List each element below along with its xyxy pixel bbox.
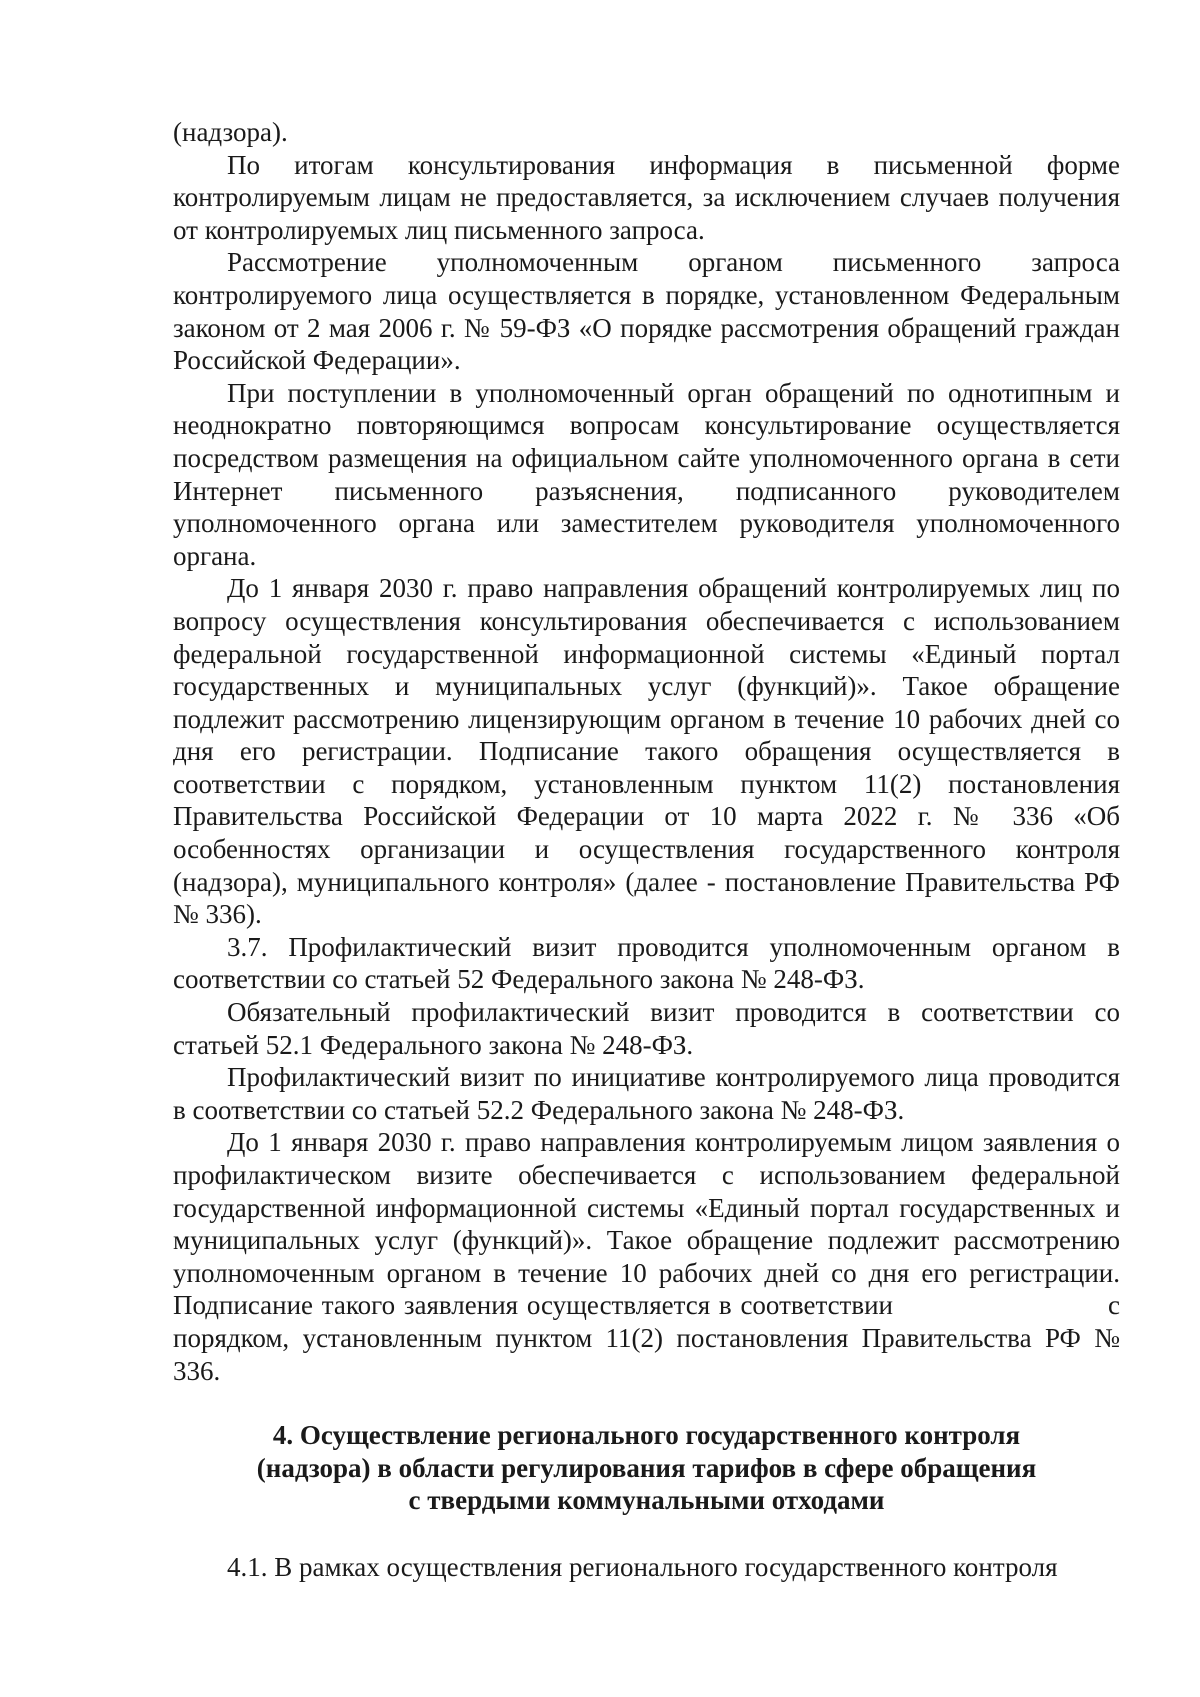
paragraph-initiative-visit: Профилактический визит по инициативе контролируемого лица проводится в соответствии со статьей 52.2 Федерального закона № 248-ФЗ. (173, 1062, 1120, 1125)
paragraph-repeated-questions: При поступлении в уполномоченный орган обращений по однотипным и неоднократно повторяющимся вопросам консультирование осуществляется посредством размещения на официальном сайте уполномоченного органа в сети Интернет письменного разъяснения, подписанного руководителем уполномоченного органа или заместителем руководителя уполномоченного органа. (173, 377, 1120, 571)
paragraph-consultation-result: По итогам консультирования информация в письменной форме контролируемым лицам не предоставляется, за исключением случаев получения от контролируемых лиц письменного запроса. (173, 149, 1120, 245)
section-4-heading-line-1: 4. Осуществление регионального государственного контроля (272, 1420, 1021, 1451)
section-4-heading-line-2: (надзора) в области регулирования тарифов в сфере обращения (256, 1452, 1037, 1483)
paragraph-epgu-visit-part1: До 1 января 2030 г. право направления контролируемым лицом заявления о профилактическом визите обеспечивается с использованием федеральной государственной информационной системы «Единый портал государственных и муниципальных услуг (функций)». Такое обращение подлежит рассмотрению уполномоченным органом в течение 10 рабочих дней со дня его регистрации. Подписание такого заявления осуществляется в соответствии (173, 1127, 1120, 1321)
paragraph-3-7-visit: 3.7. Профилактический визит проводится уполномоченным органом в соответствии со статьей 52 Федерального закона № 248-ФЗ. (173, 931, 1120, 995)
section-4-heading (173, 1419, 1120, 1517)
paragraph-epgu-visit-part2: с порядком, установленным пунктом 11(2) постановления Правительства РФ № 336. (173, 1290, 1120, 1386)
paragraph-mandatory-visit: Обязательный профилактический визит проводится в соответствии со статьей 52.1 Федерального закона № 248-ФЗ. (173, 997, 1120, 1060)
paragraph-written-request: Рассмотрение уполномоченным органом письменного запроса контролируемого лица осуществляется в порядке, установленном Федеральным законом от 2 мая 2006 г. № 59-ФЗ «О порядке рассмотрения обращений граждан Российской Федерации». (173, 247, 1120, 376)
paragraph-continuation: (надзора). (173, 117, 288, 147)
paragraph-4-1: 4.1. В рамках осуществления регионального государственного контроля (227, 1551, 1058, 1582)
document-page (173, 116, 1120, 1584)
section-4-heading-line-3: с твердыми коммунальными отходами (408, 1485, 885, 1516)
paragraph-epgu-consultation: До 1 января 2030 г. право направления обращений контролируемых лиц по вопросу осуществления консультирования обеспечивается с использованием федеральной государственной информационной системы «Единый портал государственных и муниципальных услуг (функций)». Такое обращение подлежит рассмотрению лицензирующим органом в течение 10 рабочих дней со дня его регистрации. Подписание такого обращения осуществляется в соответствии с порядком, установленным пунктом 11(2) постановления Правительства Российской Федерации от 10 марта 2022 г. № 336 «Об особенностях организации и осуществления государственного контроля (надзора), муниципального контроля» (далее - постановление Правительства РФ № 336). (173, 573, 1120, 930)
paragraph-epgu-visit (173, 1126, 1120, 1387)
